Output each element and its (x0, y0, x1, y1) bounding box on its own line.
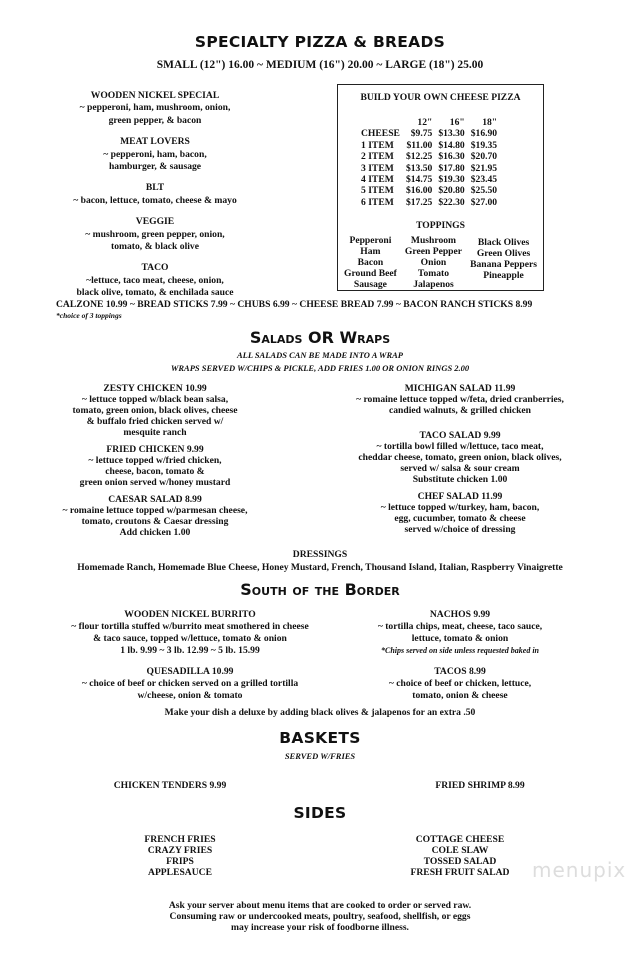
salad-name: TACO SALAD 9.99 (419, 430, 501, 441)
price-cell: $23.45 (470, 174, 498, 186)
price-cell: $25.50 (470, 185, 498, 197)
price-cell: $16.90 (470, 128, 498, 140)
border-dish-description: ~ flour tortilla stuffed w/burrito meat smothered in cheese (71, 621, 309, 632)
salad-description: green onion served w/honey mustard (79, 477, 231, 488)
salad-item (335, 491, 585, 535)
price-row (358, 151, 500, 162)
topping: Onion (420, 257, 447, 269)
price-cell: $14.75 (405, 174, 433, 186)
salad-name: CHEF SALAD 11.99 (417, 491, 503, 502)
topping: Pineapple (483, 270, 524, 282)
salad-item (45, 383, 265, 438)
toppings-title: TOPPINGS (416, 220, 465, 232)
side-item: APPLESAUCE (148, 867, 212, 878)
price-row (358, 185, 500, 196)
price-table-header (358, 117, 500, 128)
salads-note-fries: WRAPS SERVED W/CHIPS & PICKLE, ADD FRIES 1.00 OR ONION RINGS 2.00 (170, 363, 470, 373)
topping: Green Pepper (404, 246, 463, 258)
salad-item (45, 494, 265, 538)
column-header: 18" (482, 117, 498, 128)
border-dish-description: & taco sauce, topped w/lettuce, tomato & onion (93, 633, 287, 644)
footer-line: Ask your server about menu items that are cooked to order or served raw. (168, 900, 472, 911)
specialty-pizza-item (45, 182, 265, 207)
border-dish-description: w/cheese, onion & tomato (137, 690, 243, 701)
salad-name: MICHIGAN SALAD 11.99 (404, 383, 516, 394)
basket-item: CHICKEN TENDERS 9.99 (113, 780, 227, 791)
toppings-column (470, 237, 537, 290)
specialty-pizza-description: green pepper, & bacon (108, 114, 202, 126)
salad-item (45, 444, 265, 488)
topping: Green Olives (476, 248, 531, 260)
side-item: CRAZY FRIES (147, 845, 213, 856)
baskets-heading: BASKETS (279, 729, 361, 747)
specialty-pizza-description: black olive, tomato, & enchilada sauce (76, 287, 234, 299)
footer-line: Consuming raw or undercooked meats, poultry, seafood, shellfish, or eggs (169, 911, 471, 922)
price-row-label: 4 ITEM (361, 174, 394, 186)
price-cell: $21.95 (470, 162, 498, 174)
price-cell: $17.25 (405, 196, 433, 208)
sides-heading: SIDES (293, 804, 347, 822)
topping: Jalapenos (413, 279, 454, 291)
specialty-pizza-item (45, 90, 265, 127)
border-dish-item (55, 666, 325, 702)
specialty-pizza-item (45, 136, 265, 173)
price-cell: $19.30 (438, 174, 465, 186)
specialty-pizza-name: BLT (145, 182, 165, 194)
topping: Bacon (357, 257, 384, 269)
specialty-pizza-list (45, 90, 265, 309)
toppings-list (338, 235, 543, 290)
salad-description: served w/ salsa & sour cream (400, 463, 520, 474)
border-dish-name: QUESADILLA 10.99 (146, 666, 234, 677)
border-dish-description: tomato, onion & cheese (412, 690, 508, 701)
price-cell: $16.30 (438, 151, 465, 163)
salad-description: Substitute chicken 1.00 (412, 474, 508, 485)
price-cell: $19.35 (470, 139, 498, 151)
price-row-label: CHEESE (361, 128, 400, 140)
border-right-column (340, 609, 580, 711)
border-dish-item (340, 666, 580, 702)
price-cell: $17.80 (438, 162, 465, 174)
salad-item (335, 383, 585, 416)
price-cell: $20.80 (438, 185, 465, 197)
salad-description: & buffalo fried chicken served w/ (86, 416, 224, 427)
salad-item (335, 430, 585, 485)
side-item: FRESH FRUIT SALAD (410, 867, 510, 878)
basket-item: FRIED SHRIMP 8.99 (435, 780, 525, 791)
border-left-column (55, 609, 325, 711)
baskets-subtitle: SERVED W/FRIES (284, 751, 356, 761)
column-header: 16" (449, 117, 465, 128)
specialty-pizza-description: hamburger, & sausage (108, 161, 202, 173)
south-border-heading: South of the Border (240, 580, 400, 599)
topping: Sausage (353, 279, 387, 291)
dressings-title: DRESSINGS (292, 549, 348, 560)
topping: Ground Beef (344, 268, 397, 280)
price-row-label: 2 ITEM (361, 151, 394, 163)
toppings-column (405, 235, 462, 290)
salads-right-column (335, 383, 585, 541)
specialty-pizza-description: ~ bacon, lettuce, tomato, cheese & mayo (73, 194, 237, 206)
border-dish-description: 1 lb. 9.99 ~ 3 lb. 12.99 ~ 5 lb. 15.99 (120, 645, 260, 656)
price-cell: $11.00 (406, 139, 433, 151)
border-dish-description: ~ choice of beef or chicken, lettuce, (388, 678, 532, 689)
salad-description: cheddar cheese, tomato, green onion, black olives, (358, 452, 562, 463)
border-dish-note: *Chips served on side unless requested baked in (380, 646, 539, 655)
salad-name: FRIED CHICKEN 9.99 (106, 444, 204, 455)
border-dish-description: ~ choice of beef or chicken served on a grilled tortilla (81, 678, 299, 689)
price-table (358, 117, 500, 208)
column-header: 12" (417, 117, 433, 128)
side-item: FRIPS (166, 856, 194, 867)
salad-description: tomato, green onion, black olives, cheese (72, 405, 238, 416)
price-row (358, 128, 500, 139)
sides-left-list (100, 834, 260, 878)
specialty-pizza-description: ~ pepperoni, ham, mushroom, onion, (79, 102, 231, 114)
salad-name: ZESTY CHICKEN 10.99 (103, 383, 207, 394)
salads-note-wrap: ALL SALADS CAN BE MADE INTO A WRAP (236, 350, 404, 360)
border-dish-description: lettuce, tomato & onion (411, 633, 509, 644)
price-cell: $14.80 (438, 139, 465, 151)
salads-left-column (45, 383, 265, 544)
pizza-sizes-line: SMALL (12") 16.00 ~ MEDIUM (16") 20.00 ~ LARGE (18") 25.00 (156, 59, 484, 71)
salad-description: ~ lettuce topped w/black bean salsa, (81, 394, 229, 405)
price-cell: $22.30 (438, 196, 465, 208)
specialty-pizza-item (45, 262, 265, 299)
salad-description: mesquite ranch (123, 427, 187, 438)
price-cell: $16.00 (405, 185, 433, 197)
topping: Tomato (417, 268, 450, 280)
topping: Ham (360, 246, 381, 258)
price-cell: $13.30 (438, 128, 465, 140)
specialty-pizza-name: MEAT LOVERS (120, 136, 190, 148)
side-item: FRENCH FRIES (144, 834, 216, 845)
topping: Pepperoni (349, 235, 392, 247)
build-your-own-box (337, 84, 544, 291)
border-dish-item (340, 609, 580, 657)
specialty-pizza-name: WOODEN NICKEL SPECIAL (90, 90, 220, 101)
specialty-pizza-description: ~ pepperoni, ham, bacon, (103, 148, 207, 160)
border-dish-name: NACHOS 9.99 (429, 609, 491, 620)
salad-description: egg, cucumber, tomato & cheese (394, 513, 526, 524)
salad-name: CAESAR SALAD 8.99 (108, 494, 202, 505)
breads-note: *choice of 3 toppings (56, 311, 122, 320)
specialty-pizza-name: TACO (141, 262, 169, 274)
price-row (358, 197, 500, 208)
price-cell: $9.75 (410, 128, 433, 140)
salads-heading: Salads OR Wraps (249, 328, 391, 347)
specialty-pizza-description: ~lettuce, taco meat, cheese, onion, (86, 274, 224, 286)
price-cell: $27.00 (470, 196, 498, 208)
topping: Banana Peppers (470, 259, 537, 271)
salad-description: ~ tortilla bowl filled w/lettuce, taco meat, (376, 441, 544, 452)
salad-description: cheese, bacon, tomato & (105, 466, 205, 477)
footer-line: may increase your risk of foodborne illness. (231, 922, 409, 933)
page-title: SPECIALTY PIZZA & BREADS (194, 33, 446, 51)
specialty-pizza-description: tomato, & black olive (111, 241, 199, 253)
side-item: TOSSED SALAD (423, 856, 497, 867)
price-row-label: 1 ITEM (361, 139, 394, 151)
price-row-label: 5 ITEM (361, 185, 394, 197)
price-row (358, 163, 500, 174)
border-dish-item (55, 609, 325, 657)
border-dish-name: TACOS 8.99 (434, 666, 486, 677)
specialty-pizza-description: ~ mushroom, green pepper, onion, (85, 228, 225, 240)
price-cell: $12.25 (405, 151, 433, 163)
salad-description: ~ lettuce topped w/turkey, ham, bacon, (380, 502, 540, 513)
price-row (358, 140, 500, 151)
price-row (358, 174, 500, 185)
salad-description: candied walnuts, & grilled chicken (388, 405, 532, 416)
dressings-list: Homemade Ranch, Homemade Blue Cheese, Honey Mustard, French, Thousand Island, Italian, Raspberry Vinaigrette (77, 562, 563, 573)
price-cell: $13.50 (405, 162, 433, 174)
toppings-column (344, 235, 397, 290)
salad-description: ~ romaine lettuce topped w/parmesan cheese, (62, 505, 248, 516)
border-dish-name: WOODEN NICKEL BURRITO (124, 609, 256, 620)
salad-description: ~ lettuce topped w/fried chicken, (88, 455, 222, 466)
side-item: COLE SLAW (431, 845, 489, 856)
watermark-logo: menupix (532, 858, 627, 882)
topping: Mushroom (410, 235, 457, 247)
topping: Black Olives (477, 237, 530, 249)
build-your-own-title: BUILD YOUR OWN CHEESE PIZZA (360, 92, 521, 103)
border-dish-description: ~ tortilla chips, meat, cheese, taco sauce, (377, 621, 543, 632)
salad-description: tomato, croutons & Caesar dressing (81, 516, 229, 527)
price-cell: $20.70 (470, 151, 498, 163)
sides-right-list (380, 834, 540, 878)
deluxe-note: Make your dish a deluxe by adding black olives & jalapenos for an extra .50 (164, 707, 476, 718)
specialty-pizza-item (45, 216, 265, 253)
salad-description: served w/choice of dressing (404, 524, 516, 535)
price-row-label: 3 ITEM (361, 162, 394, 174)
food-safety-notice (0, 900, 640, 933)
price-row-label: 6 ITEM (361, 196, 394, 208)
breads-line: CALZONE 10.99 ~ BREAD STICKS 7.99 ~ CHUBS 6.99 ~ CHEESE BREAD 7.99 ~ BACON RANCH STICKS 8.99 (56, 299, 533, 310)
salad-description: ~ romaine lettuce topped w/feta, dried cranberries, (356, 394, 564, 405)
specialty-pizza-name: VEGGIE (135, 216, 175, 228)
salad-description: Add chicken 1.00 (119, 527, 191, 538)
side-item: COTTAGE CHEESE (415, 834, 505, 845)
